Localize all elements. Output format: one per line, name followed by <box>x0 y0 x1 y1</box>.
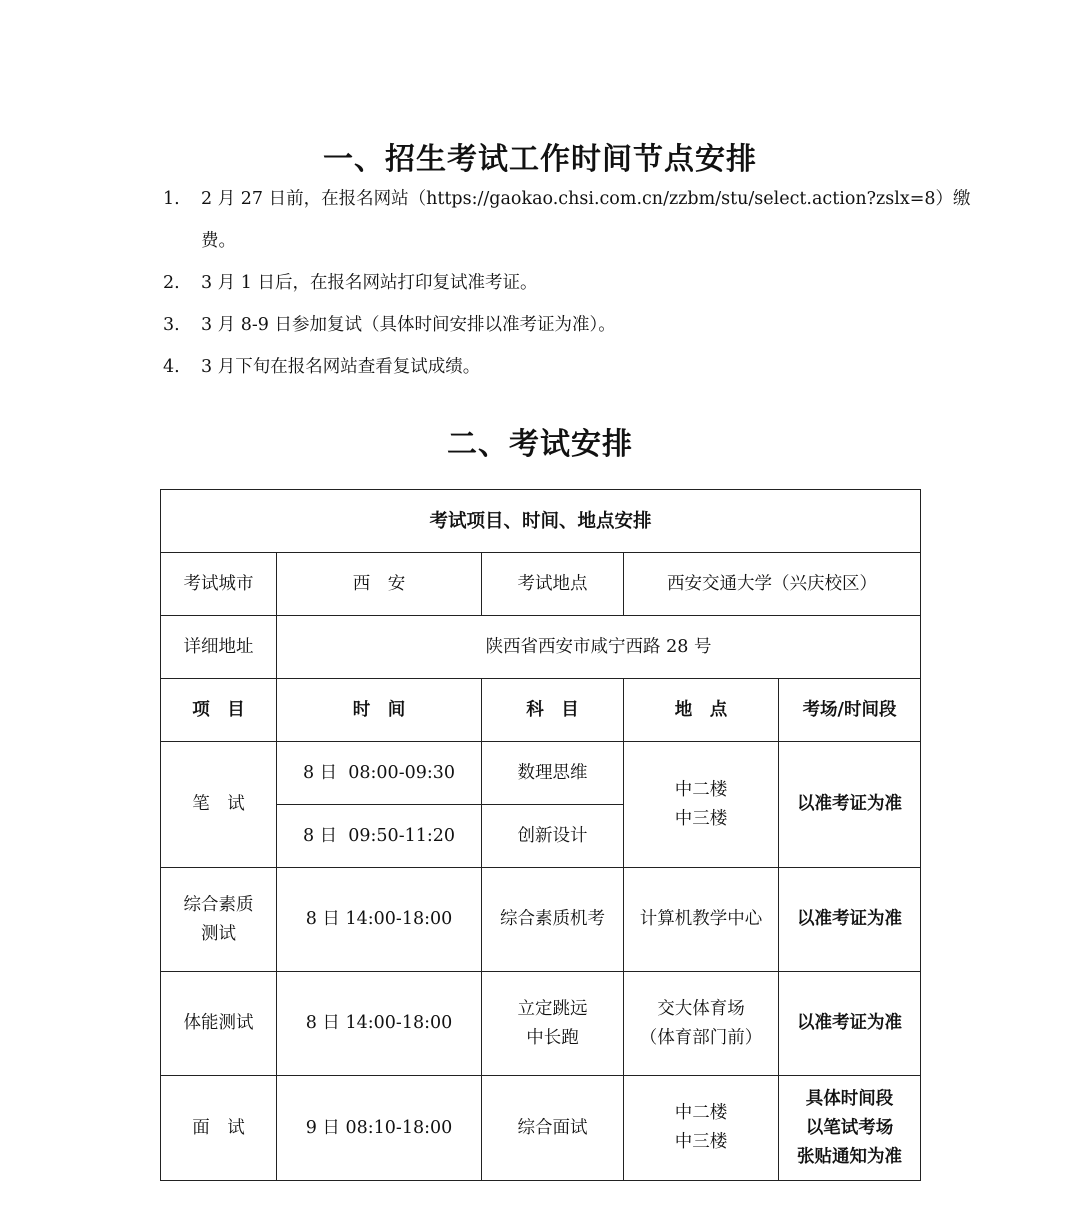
site-value: 西安交通大学（兴庆校区） <box>624 553 921 616</box>
list-item-text: 3 月 8-9 日参加复试（具体时间安排以准考证为准）。 <box>201 315 616 335</box>
address-value: 陕西省西安市咸宁西路 28 号 <box>277 616 921 679</box>
physical-room: 以准考证为准 <box>779 972 921 1076</box>
section2-title: 二、考试安排 <box>447 427 633 462</box>
interview-subject: 综合面试 <box>482 1076 624 1181</box>
header-item: 项 目 <box>161 679 277 742</box>
written-subject-2: 创新设计 <box>482 805 624 868</box>
address-label: 详细地址 <box>161 616 277 679</box>
list-item-number: 4. <box>163 357 180 377</box>
list-item-number: 1. <box>163 189 180 209</box>
list-item-text: 3 月下旬在报名网站查看复试成绩。 <box>201 357 481 377</box>
written-time-1: 8 日 08:00-09:30 <box>277 742 482 805</box>
interview-room: 具体时间段 以笔试考场 张贴通知为准 <box>779 1076 921 1181</box>
interview-time: 9 日 08:10-18:00 <box>277 1076 482 1181</box>
written-item: 笔 试 <box>161 742 277 868</box>
written-time-2: 8 日 09:50-11:20 <box>277 805 482 868</box>
quality-subject: 综合素质机考 <box>482 868 624 972</box>
table-title: 考试项目、时间、地点安排 <box>161 490 921 553</box>
table-row <box>161 1076 921 1181</box>
header-room: 考场/时间段 <box>779 679 921 742</box>
physical-subject: 立定跳远 中长跑 <box>482 972 624 1076</box>
exam-schedule-table <box>160 489 921 1181</box>
written-place: 中二楼 中三楼 <box>624 742 779 868</box>
city-label: 考试城市 <box>161 553 277 616</box>
quality-place: 计算机教学中心 <box>624 868 779 972</box>
list-item <box>163 356 480 378</box>
written-room: 以准考证为准 <box>779 742 921 868</box>
written-subject-1: 数理思维 <box>482 742 624 805</box>
city-value: 西 安 <box>277 553 482 616</box>
physical-time: 8 日 14:00-18:00 <box>277 972 482 1076</box>
quality-time: 8 日 14:00-18:00 <box>277 868 482 972</box>
table-row <box>161 742 921 805</box>
header-time: 时 间 <box>277 679 482 742</box>
interview-place: 中二楼 中三楼 <box>624 1076 779 1181</box>
list-item <box>163 272 537 294</box>
list-item-text: 3 月 1 日后，在报名网站打印复试准考证。 <box>201 273 538 293</box>
physical-place: 交大体育场 （体育部门前） <box>624 972 779 1076</box>
table-row <box>161 868 921 972</box>
quality-item: 综合素质 测试 <box>161 868 277 972</box>
list-item-number: 2. <box>163 273 180 293</box>
section1-title: 一、招生考试工作时间节点安排 <box>323 142 757 177</box>
list-item <box>163 314 616 336</box>
header-subject: 科 目 <box>482 679 624 742</box>
list-item-text: 2 月 27 日前，在报名网站（https://gaokao.chsi.com.cn/zzbm/stu/select.action?zslx=8）缴 <box>201 189 971 209</box>
list-item-continuation: 费。 <box>201 231 236 251</box>
header-place: 地 点 <box>624 679 779 742</box>
list-item <box>163 188 971 210</box>
interview-item: 面 试 <box>161 1076 277 1181</box>
site-label: 考试地点 <box>482 553 624 616</box>
quality-room: 以准考证为准 <box>779 868 921 972</box>
list-item-number: 3. <box>163 315 180 335</box>
physical-item: 体能测试 <box>161 972 277 1076</box>
table-row <box>161 972 921 1076</box>
